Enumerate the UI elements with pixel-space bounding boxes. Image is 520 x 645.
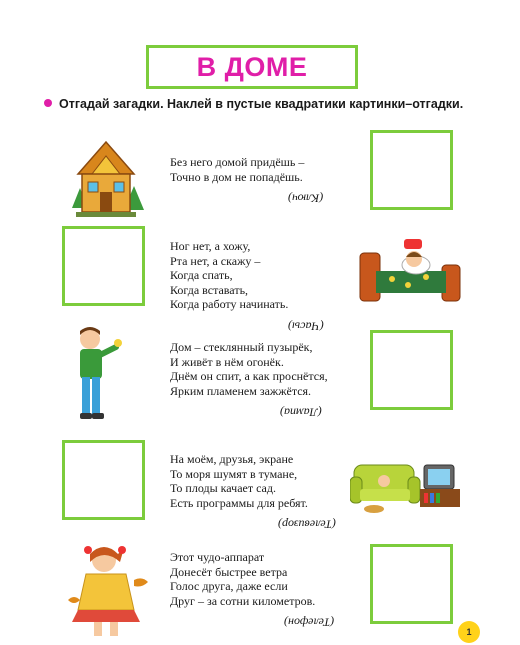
page-title: В ДОМЕ <box>196 51 308 82</box>
bed-sleeping-child-icon <box>356 235 464 310</box>
answer-box[interactable] <box>370 330 453 410</box>
riddle-line: Когда вставать, <box>170 282 249 297</box>
answer-box[interactable] <box>370 130 453 210</box>
riddle-line: Дом – стеклянный пузырёк, <box>170 340 313 354</box>
girl-in-wind-icon <box>64 540 154 645</box>
riddle-line: Этот чудо-аппарат <box>170 550 265 564</box>
riddle-line: Без него домой придёшь – <box>170 155 305 169</box>
riddle-line: Ярким пламенем зажжётся. <box>170 383 312 398</box>
riddle-line: То плоды качает сад. <box>170 481 276 496</box>
riddle-answer: (Лампа) <box>280 405 322 420</box>
riddle-line: Точно в дом не попадёшь. <box>170 169 303 184</box>
riddle-line: На моём, друзья, экране <box>170 452 294 466</box>
riddle-5 <box>170 550 334 630</box>
riddle-answer: (Телевизор) <box>278 517 336 532</box>
riddle-answer: (Телефон) <box>284 615 335 630</box>
answer-box[interactable] <box>62 440 145 520</box>
riddle-line: То моря шумят в тумане, <box>170 466 298 481</box>
riddle-line: Рта нет, а скажу – <box>170 253 261 268</box>
riddle-line: И живёт в нём огонёк. <box>170 354 284 369</box>
bullet-dot-icon <box>44 99 52 107</box>
answer-box[interactable] <box>62 226 145 306</box>
riddle-1 <box>170 155 323 206</box>
riddle-line: Ног нет, а хожу, <box>170 239 251 253</box>
instruction-text: Отгадай загадки. Наклей в пустые квадратики картинки–отгадки. <box>59 97 464 111</box>
riddle-4 <box>170 452 336 532</box>
house-icon <box>66 138 146 225</box>
title-box <box>146 45 358 89</box>
instruction <box>44 97 463 111</box>
riddle-line: Есть программы для ребят. <box>170 495 308 510</box>
riddle-line: Когда работу начинать. <box>170 297 289 312</box>
riddle-line: Днём он спит, а как проснётся, <box>170 369 328 384</box>
riddle-line: Донесёт быстрее ветра <box>170 564 288 579</box>
page-number-badge <box>458 621 480 643</box>
riddle-2 <box>170 239 324 334</box>
page-number: 1 <box>466 627 472 637</box>
riddle-answer: (Часы) <box>288 319 324 334</box>
riddle-line: Голос друга, даже если <box>170 579 288 594</box>
boy-with-flower-icon <box>72 325 124 430</box>
riddle-line: Когда спать, <box>170 268 233 283</box>
riddle-line: Друг – за сотни километров. <box>170 593 316 608</box>
riddle-3 <box>170 340 328 420</box>
answer-box[interactable] <box>370 544 453 624</box>
riddle-answer: (Ключ) <box>288 191 324 206</box>
sofa-tv-room-icon <box>350 455 466 520</box>
